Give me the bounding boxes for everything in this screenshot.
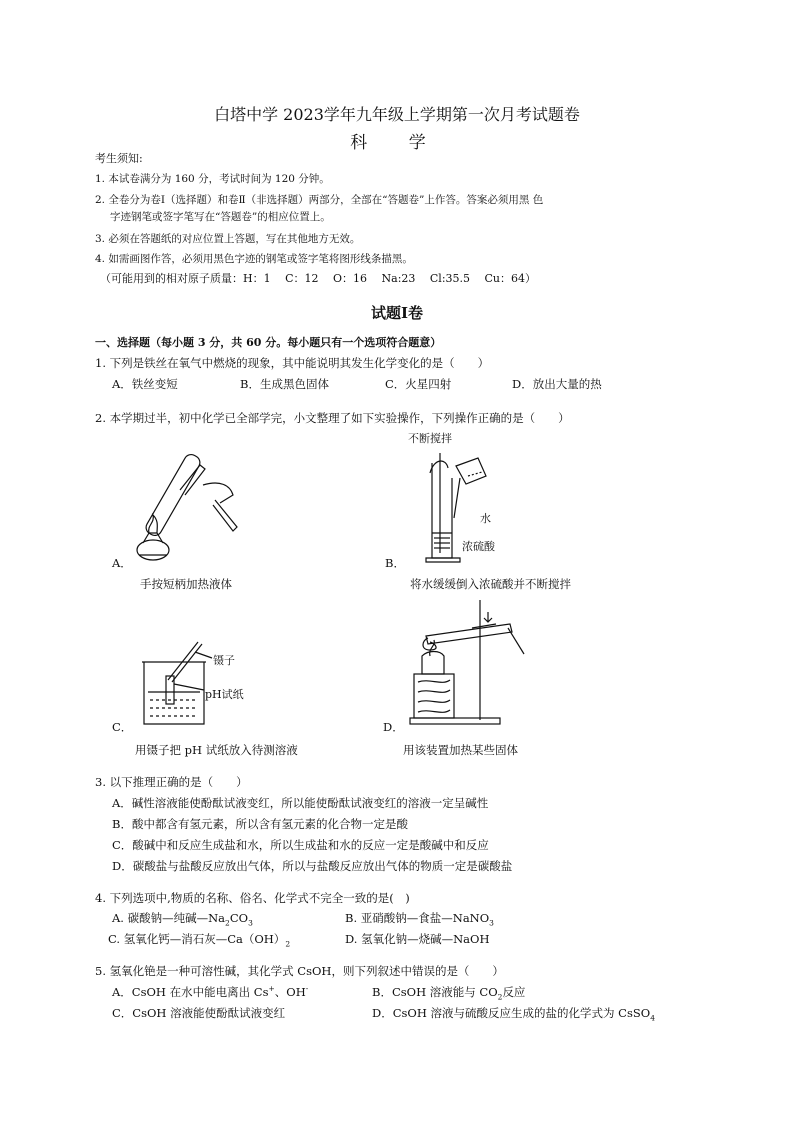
notice-item-2-cont: 字迹钢笔或签字笔写在“答题卷”的相应位置上。 <box>110 211 331 223</box>
figure-b-letter: B． <box>385 556 405 570</box>
q4-option-c: C. 氢氧化钙—消石灰$—Ca(OH)_2$ <box>108 932 291 949</box>
q1-option-c: C．火星四射 <box>385 377 452 391</box>
figure-a-letter: A． <box>112 556 132 570</box>
notice-item-4: 4. 如需画图作答，必须用黑色字迹的钢笔或签字笔将图形线条描黑。 <box>95 253 413 265</box>
notice-item-2: 2. 全卷分为卷Ⅰ（选择题）和卷Ⅱ（非选择题）两部分，全部在“答题卷”上作答。答案必须用黑 色 <box>95 194 544 206</box>
label-acid: 浓硫酸 <box>462 540 495 553</box>
q5-option-b: B．CsOH 溶液能与 $CO_2$反应 <box>372 985 526 1002</box>
q5-option-d: D．CsOH 溶液与硫酸反应生成的盐的化学式为 CsSO$_4$ <box>372 1006 655 1023</box>
atomic-mass-note: （可能用到的相对原子质量：H：1 C：12 O：16 Na:23 Cl:35.5 Cu：64） <box>100 272 537 285</box>
section-title: 试题Ⅰ卷 <box>370 304 424 322</box>
label-tweezers: 镊子 <box>213 654 235 667</box>
q3-stem: 3. 以下推理正确的是（ ） <box>95 775 248 789</box>
label-ph-paper: pH试纸 <box>205 688 244 701</box>
q4-option-d: D. 氢氧化钠—烧碱—NaOH <box>345 932 490 946</box>
label-stir: 不断搅拌 <box>408 432 452 445</box>
figure-a-heating-tube <box>125 455 255 570</box>
q3-option-b: B．酸中都含有氢元素，所以含有氢元素的化合物一定是酸 <box>112 817 408 831</box>
figure-c-caption: 用镊子把 pH 试纸放入待测溶液 <box>135 743 298 757</box>
q5-option-c: C．CsOH 溶液能使酚酞试液变红 <box>112 1006 286 1020</box>
q5-stem: 5. 氢氧化铯是一种可溶性碱，其化学式 CsOH，则下列叙述中错误的是（ ） <box>95 964 504 978</box>
section-heading: 一、选择题（每小题 3 分，共 60 分。每小题只有一个选项符合题意） <box>95 336 442 349</box>
figure-a-caption: 手按短柄加热液体 <box>140 577 232 591</box>
notice-heading: 考生须知: <box>95 152 143 165</box>
q2-stem: 2. 本学期过半，初中化学已全部学完，小文整理了如下实验操作，下列操作正确的是（ ） <box>95 411 570 425</box>
q4-option-b: B. 亚硝酸钠—食盐—NaNO$_3$ <box>345 911 494 928</box>
figure-c-letter: C． <box>112 720 133 734</box>
subject-title: 科 学 <box>350 133 444 153</box>
label-water: 水 <box>480 512 491 525</box>
q1-option-b: B．生成黑色固体 <box>240 377 329 391</box>
notice-item-1: 1. 本试卷满分为 160 分，考试时间为 120 分钟。 <box>95 173 330 185</box>
q1-stem: 1. 下列是铁丝在氧气中燃烧的现象，其中能说明其发生化学变化的是（ ） <box>95 356 490 370</box>
q5-option-a: A．CsOH 在水中能电离出 Cs+、OH- <box>112 984 309 999</box>
figure-d-caption: 用该装置加热某些固体 <box>403 743 518 757</box>
q3-option-d: D．碳酸盐与盐酸反应放出气体，所以与盐酸反应放出气体的物质一定是碳酸盐 <box>112 859 513 873</box>
q4-option-a: A. 碳酸钠—纯碱$—Na_2CO_3$ <box>112 911 253 928</box>
figure-d-letter: D． <box>383 720 404 734</box>
q4-stem: 4. 下列选项中,物质的名称、俗名、化学式不完全一致的是( ) <box>95 891 410 905</box>
q1-option-d: D．放出大量的热 <box>512 377 602 391</box>
exam-title: 白塔中学 2023学年九年级上学期第一次月考试题卷 <box>214 105 580 124</box>
q1-option-a: A．铁丝变短 <box>112 377 178 391</box>
notice-item-3: 3. 必须在答题纸的对应位置上答题，写在其他地方无效。 <box>95 233 361 245</box>
figure-b-caption: 将水缓缓倒入浓硫酸并不断搅拌 <box>410 577 571 591</box>
q3-option-c: C．酸碱中和反应生成盐和水，所以生成盐和水的反应一定是酸碱中和反应 <box>112 838 489 852</box>
q3-option-a: A．碱性溶液能使酚酞试液变红，所以能使酚酞试液变红的溶液一定呈碱性 <box>112 796 489 810</box>
figure-d-heating-solid <box>400 598 530 728</box>
